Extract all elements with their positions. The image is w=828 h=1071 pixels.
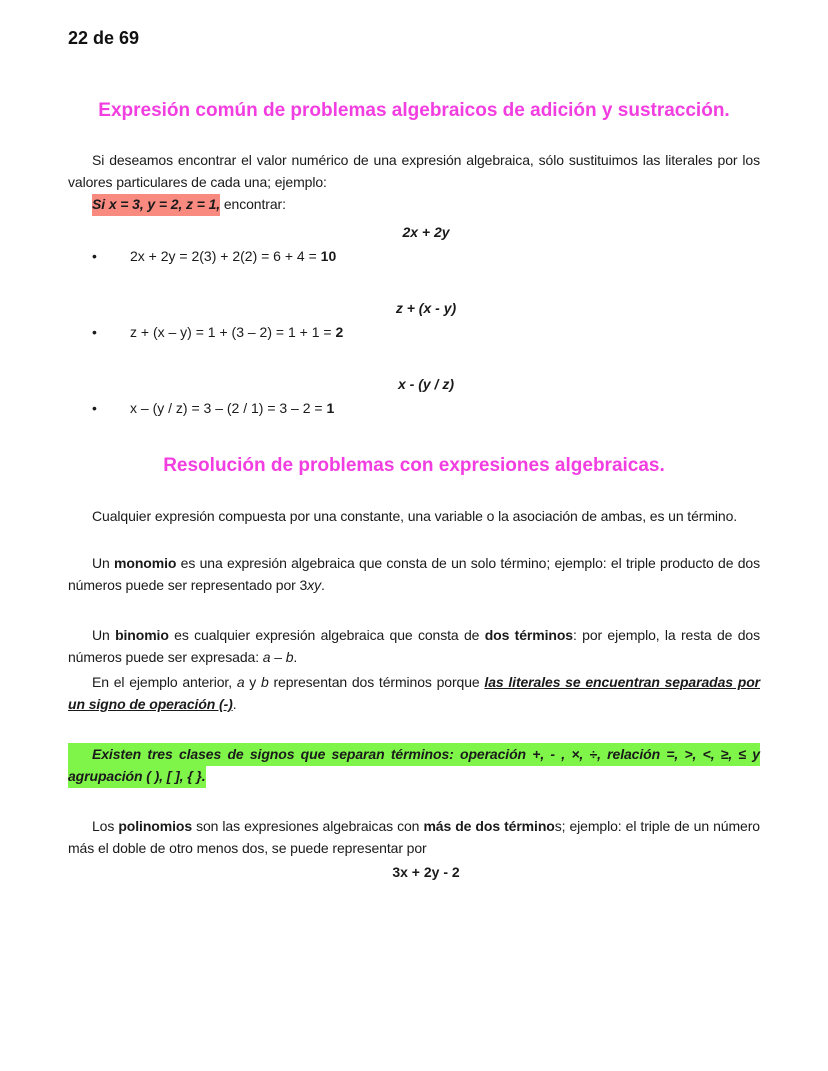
underlined-emphasis: las literales se encuentran separadas por un signo de operación (-) xyxy=(68,674,761,712)
paragraph-example: En el ejemplo anterior, a y b representan dos términos porque las literales se encuentran separadas por un signo de operación (-). xyxy=(68,674,761,712)
example-expression-3: x - (y / z) xyxy=(397,376,454,392)
example-solution-3: x – (y / z) = 3 – (2 / 1) = 3 – 2 = 1 xyxy=(130,400,335,416)
intro-paragraph xyxy=(68,149,760,193)
bullet-icon: • xyxy=(92,324,97,340)
section-title-resolution: Resolución de problemas con expresiones algebraicas. xyxy=(163,455,665,476)
example-solution-2: z + (x – y) = 1 + (3 – 2) = 1 + 1 = 2 xyxy=(130,324,344,340)
example-expression-1: 2x + 2y xyxy=(402,224,450,240)
bullet-icon: • xyxy=(92,248,97,264)
paragraph-termino: Cualquier expresión compuesta por una constante, una variable o la asociación de ambas, es un término. xyxy=(92,508,738,524)
paragraph-monomio: Un monomio es una expresión algebraica que consta de un solo término; ejemplo: el triple producto de dos números puede ser representado por 3xy. xyxy=(68,555,760,593)
example-expression-2: z + (x - y) xyxy=(395,300,457,316)
given-values-highlight: Si x = 3, y = 2, z = 1, xyxy=(92,194,220,216)
paragraph-signs xyxy=(68,743,760,787)
paragraph-polinomios: Los polinomios son las expresiones algebraicas con más de dos términos; ejemplo: el triple de un número más el doble de otro menos dos, se puede representar por xyxy=(68,818,760,856)
polynomial-expression: 3x + 2y - 2 xyxy=(392,864,460,880)
signs-highlight: Existen tres clases de signos que separan términos: operación +, - , ×, ÷, relación =, >, <, ≥, ≤ y agrupación ( ), [ ], { }. xyxy=(68,743,760,788)
page-indicator: 22 de 69 xyxy=(68,28,140,48)
intro-text: Si deseamos encontrar el valor numérico de una expresión algebraica, sólo sustituimos las literales por los valores particulares de cada una; ejemplo: xyxy=(68,152,760,190)
given-values: Si x = 3, y = 2, z = 1, encontrar: xyxy=(68,193,760,215)
bullet-icon: • xyxy=(92,400,97,416)
section-title-addition: Expresión común de problemas algebraicos de adición y sustracción. xyxy=(98,100,730,121)
example-solution-1: 2x + 2y = 2(3) + 2(2) = 6 + 4 = 10 xyxy=(130,248,337,264)
paragraph-binomio: Un binomio es cualquier expresión algebraica que consta de dos términos: por ejemplo, la resta de dos números puede ser expresada: a – b. xyxy=(68,627,760,665)
